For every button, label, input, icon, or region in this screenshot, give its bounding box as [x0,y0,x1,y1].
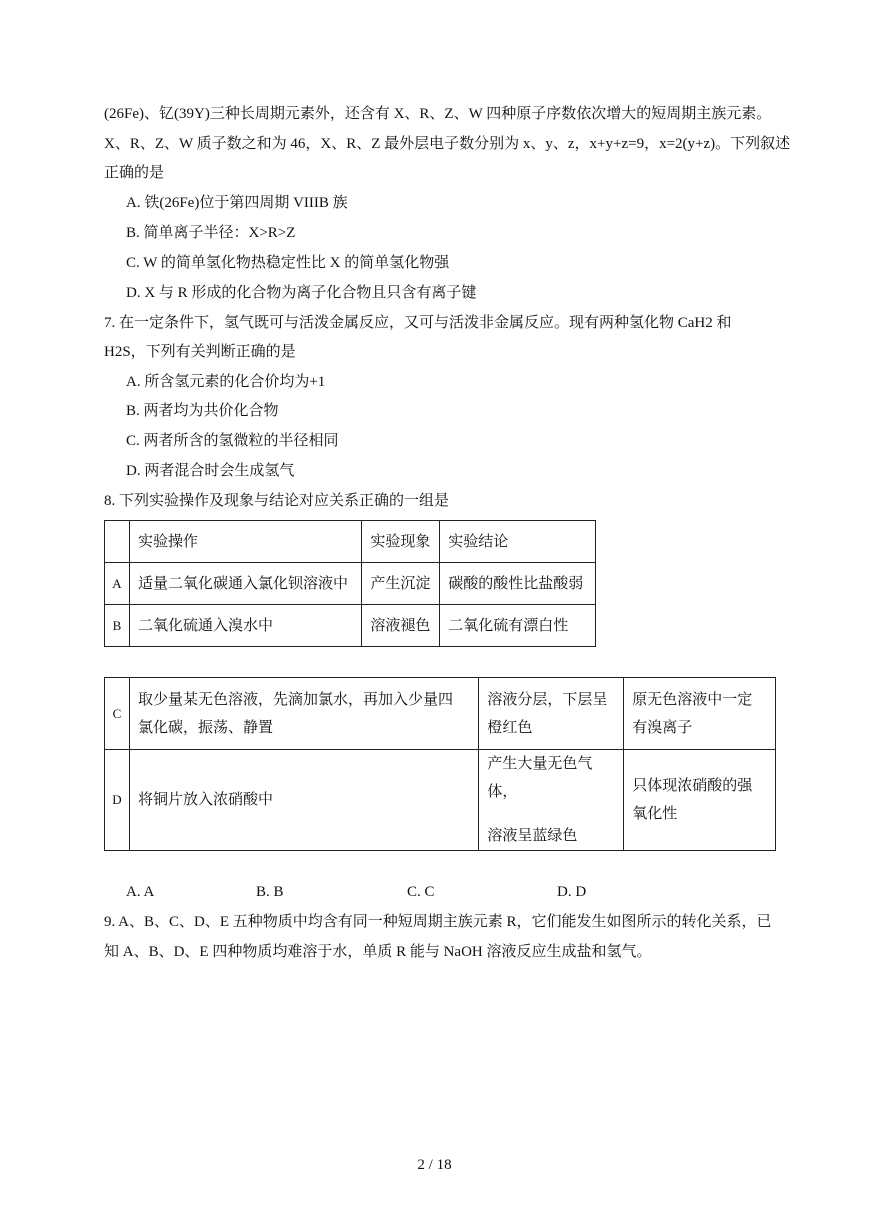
row-d-phenomenon-line-1: 产生大量无色气体， [487,756,593,800]
row-c-conclusion [624,678,776,750]
q6-option-a: A. 铁(26Fe)位于第四周期 VIIIB 族 [126,195,348,211]
row-a-phenomenon: 产生沉淀 [362,563,440,605]
row-b-operation: 二氧化硫通入溴水中 [129,605,361,647]
row-c-conclusion-line-1: 原无色溶液中一定 [632,691,753,708]
table-row [105,750,776,851]
q6-stem-line-1: (26Fe)、钇(39Y)三种长周期元素外，还含有 X、R、Z、W 四种原子序数依次增大的短周期主族元素。 [104,106,772,122]
row-c-phenomenon-line-1: 溶液分层，下层呈 [487,691,608,708]
q7-option-b: B. 两者均为共价化合物 [126,403,279,419]
table-header-row [105,521,596,563]
row-a-operation: 适量二氧化碳通入氯化钡溶液中 [129,563,361,605]
experiment-table-2 [104,677,776,851]
header-cell-operation: 实验操作 [129,521,361,563]
q8-answer-d: D. D [557,884,587,900]
row-b-phenomenon: 溶液褪色 [362,605,440,647]
header-cell-phenomenon: 实验现象 [362,521,440,563]
table-row [105,678,776,750]
row-label-c: C [105,678,130,750]
header-cell-conclusion: 实验结论 [440,521,596,563]
row-c-operation [129,678,478,750]
q6-option-c: C. W 的简单氢化物热稳定性比 X 的简单氢化物强 [126,255,450,271]
header-cell-label [105,521,130,563]
row-b-conclusion: 二氧化硫有漂白性 [440,605,596,647]
q6-stem-line-2: X、R、Z、W 质子数之和为 46，X、R、Z 最外层电子数分别为 x、y、z，x+y+z=9，x=2(y+z)。下列叙述 [104,136,791,152]
row-d-phenomenon-line-2: 溶液呈蓝绿色 [487,828,578,844]
row-c-operation-line-2: 氯化碳，振荡、静置 [137,719,273,736]
q8-answer-c: C. C [407,884,435,900]
q6-option-d: D. X 与 R 形成的化合物为离子化合物且只含有离子键 [126,285,477,301]
row-d-operation: 将铜片放入浓硝酸中 [129,750,478,851]
q8-answer-a: A. A [126,884,155,900]
page-number: 2 / 18 [417,1157,452,1173]
q9-stem-line-2: 知 A、B、D、E 四种物质均难溶于水，单质 R 能与 NaOH 溶液反应生成盐和氢气。 [104,944,652,960]
row-c-operation-line-1: 取少量某无色溶液，先滴加氯水，再加入少量四 [137,691,453,708]
row-a-conclusion: 碳酸的酸性比盐酸弱 [440,563,596,605]
row-label-d: D [105,750,130,851]
row-c-phenomenon [479,678,624,750]
q7-stem-line-2: H2S，下列有关判断正确的是 [104,344,296,360]
row-label-a: A [105,563,130,605]
q8-answer-b: B. B [256,884,284,900]
row-d-phenomenon-spacer [487,806,615,822]
q7-stem-line-1: 7. 在一定条件下，氢气既可与活泼金属反应，又可与活泼非金属反应。现有两种氢化物 CaH2 和 [104,315,732,331]
q7-option-a: A. 所含氢元素的化合价均为+1 [126,374,326,390]
q7-option-c: C. 两者所含的氢微粒的半径相同 [126,433,339,449]
q7-option-d: D. 两者混合时会生成氢气 [126,463,295,479]
q6-option-b: B. 简单离子半径：X>R>Z [126,225,296,241]
q8-stem: 8. 下列实验操作及现象与结论对应关系正确的一组是 [104,493,450,509]
experiment-table-1 [104,520,596,647]
row-label-b: B [105,605,130,647]
row-c-conclusion-line-2: 有溴离子 [632,719,693,736]
row-d-phenomenon [479,750,624,851]
q6-stem-line-3: 正确的是 [104,165,165,181]
row-d-conclusion-line-1: 只体现浓硝酸的强 [632,778,753,794]
row-d-conclusion [624,750,776,851]
row-d-conclusion-line-2: 氧化性 [632,806,678,822]
q9-stem-line-1: 9. A、B、C、D、E 五种物质中均含有同一种短周期主族元素 R，它们能发生如图所示的转化关系，已 [104,914,772,930]
row-c-phenomenon-line-2: 橙红色 [487,719,533,736]
table-row [105,563,596,605]
table-row [105,605,596,647]
